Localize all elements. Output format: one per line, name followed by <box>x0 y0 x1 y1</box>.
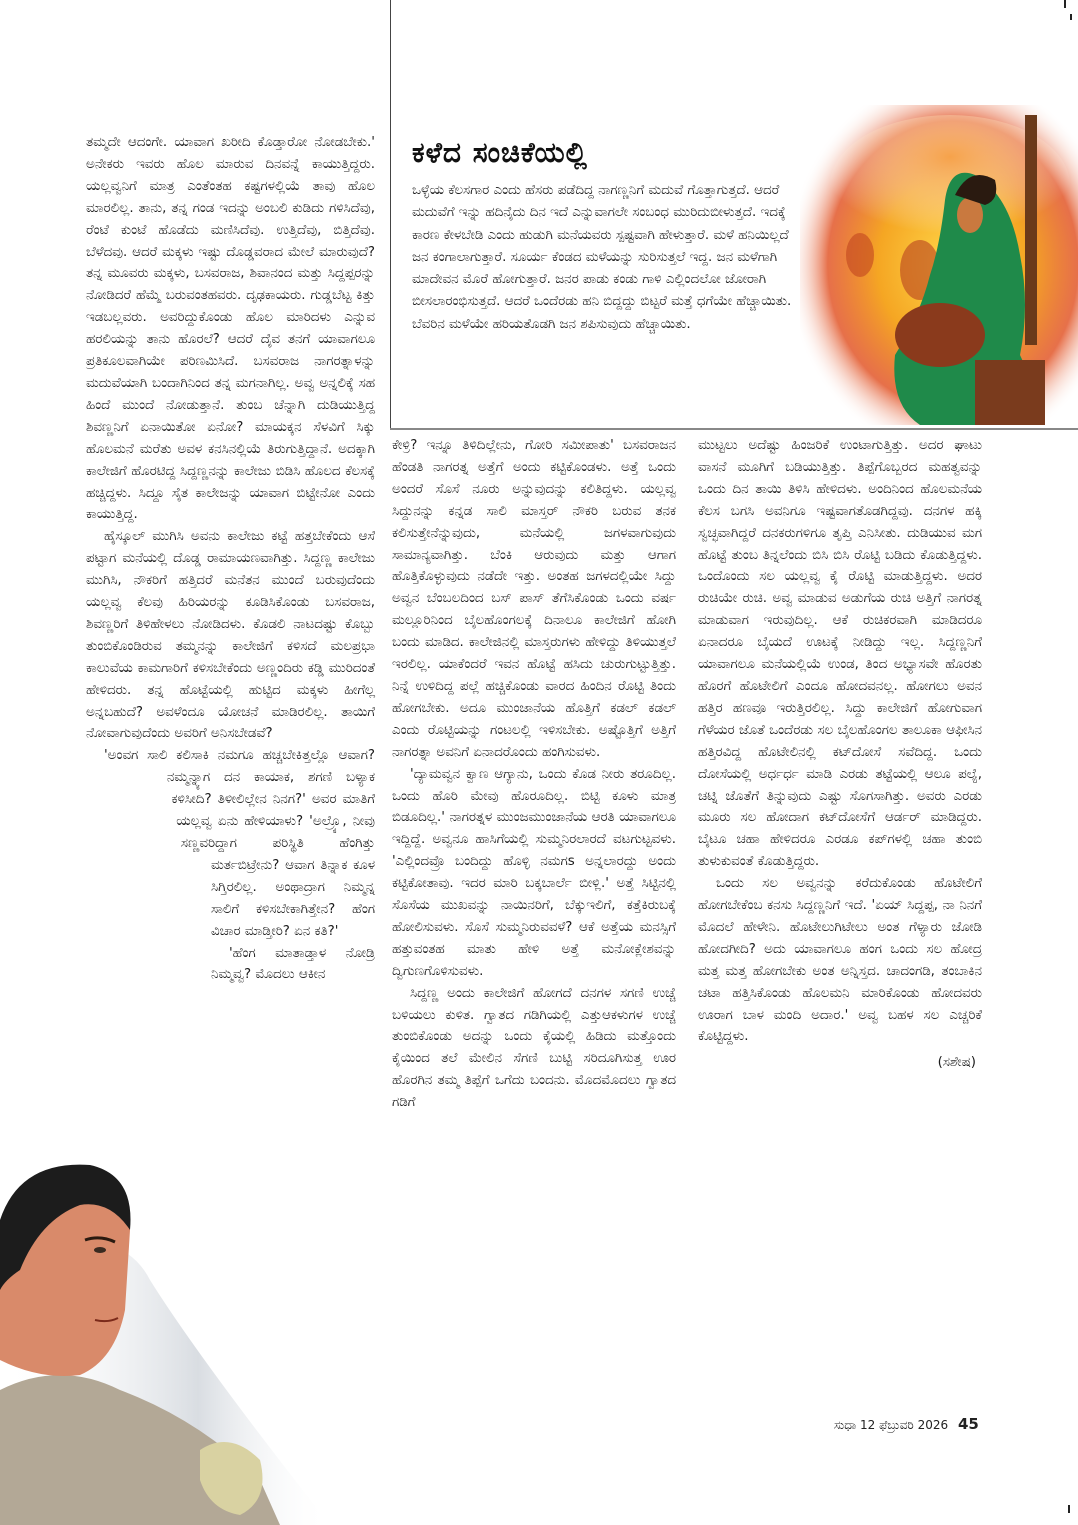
paragraph: ಹೈಸ್ಕೂಲ್ ಮುಗಿಸಿ ಅವನು ಕಾಲೇಜು ಕಟ್ಟೆ ಹತ್ತಬೇಕೆಂದು ಆಸೆ ಪಟ್ಟಾಗ ಮನೆಯಲ್ಲಿ ದೊಡ್ಡ ರಾಮಾಯಣವಾಗಿತ್ತು. ಸಿದ್ದಣ್ಣ ಕಾಲೇಜು ಮುಗಿಸಿ, ನೌಕರಿಗೆ ಹತ್ತಿದರೆ ಮನೆತನ ಮುಂದೆ ಬರುವುದೆಂದು ಯಲ್ಲವ್ವ ಕೆಲವು ಹಿರಿಯರನ್ನು ಕೂಡಿಸಿಕೊಂಡು ಬಸವರಾಜ, ಶಿವಣ್ಣರಿಗೆ ತಿಳಿಹೇಳಲು ನೋಡಿದಳು. ಕೊಡಲಿ ನಾಟದಷ್ಟು ಕೊಬ್ಬು ತುಂಬಿಕೊಂಡಿರುವ ತಮ್ಮನನ್ನು ಕಾಲೇಜಿಗೆ ಕಳಿಸದೆ ಮಲಪ್ರಭಾ ಕಾಲುವೆಯ ಕಾಮಗಾರಿಗೆ ಕಳಿಸಬೇಕೆಂದು ಅಣ್ಣಂದಿರು ಕಡ್ಡಿ ಮುರಿದಂತೆ ಹೇಳಿದರು. ತನ್ನ ಹೊಟ್ಟೆಯಲ್ಲಿ ಹುಟ್ಟಿದ ಮಕ್ಕಳು ಹೀಗೆಲ್ಲ ಅನ್ನಬಹುದೆ? ಅವಳೆಂದೂ ಯೋಚನೆ ಮಾಡಿರಲಿಲ್ಲ. ತಾಯಿಗೆ ನೋವಾಗುವುದೆಂದು ಅವರಿಗೆ ಅನಿಸಬೇಡವೆ? <box>86 529 375 742</box>
recap-summary <box>412 180 807 336</box>
paragraph: ಸಿದ್ದಣ್ಣ ಅಂದು ಕಾಲೇಜಿಗೆ ಹೋಗದೆ ದನಗಳ ಸಗಣಿ ಉಚ್ಚೆ ಬಳಿಯಲು ಕುಳಿತ. ಗ್ವಾತದ ಗಡಿಗಿಯಲ್ಲಿ ಎತ್ತುಆಕಳುಗಳ ಉಚ್ಚೆ ತುಂಬಿಕೊಂಡು ಅದನ್ನು ಒಂದು ಕೈಯಲ್ಲಿ ಹಿಡಿದು ಮತ್ತೊಂದು ಕೈಯಿಂದ ತಲೆ ಮೇಲಿನ ಸೆಗಣಿ ಬುಟ್ಟಿ ಸರಿದೂಗಿಸುತ್ತ ಊರ ಹೊರಗಿನ ತಮ್ಮ ತಿಪ್ಪೆಗೆ ಒಗೆದು ಬಂದನು. ಮೊದಮೊದಲು ಗ್ವಾತದ ಗಡಿಗೆ <box>392 985 676 1111</box>
illustration-woman-with-pot <box>800 105 1078 425</box>
crop-mark-bottom <box>1068 1505 1070 1513</box>
illustration-young-man <box>0 1160 330 1525</box>
paragraph: 'ದ್ಯಾಮವ್ವನ ಕ್ವಾಣ ಆಗ್ಯಾನು, ಒಂದು ಕೊಡ ನೀರು ತರೂದಿಲ್ಲ. ಒಂದು ಹೊರಿ ಮೇವು ಹೊರೂದಿಲ್ಲ. ಬಿಟ್ಟಿ ಕೂಳು ಮಾತ್ರ ಬಿಡೂದಿಲ್ಲ.' ನಾಗರತ್ನಳ ಮುಂಜಮುಂಜಾನೆಯ ಆರತಿ ಯಾವಾಗಲೂ ಇದ್ದಿದ್ದೆ. ಅವ್ವನೂ ಹಾಸಿಗೆಯಲ್ಲಿ ಸುಮ್ಮನಿರಲಾರದೆ ವಟಗುಟ್ಟವಳು. 'ಎಲ್ಲಿಂದವ್ರೊ ಬಂದಿದ್ದು ಹೊಳ್ಳಿ ನಮಗs ಅನ್ನಲಾರದ್ದು ಅಂದು ಕಟ್ಟಿಕೋತಾವು. ಇದರ ಮಾರಿ ಬಕ್ಕಬಾರ್ಲೆ ಬೀಳ್ಲಿ.' ಅತ್ತೆ ಸಿಟ್ಟಿನಲ್ಲಿ ಸೊಸೆಯ ಮುಖವನ್ನು ನಾಯಿನರಿಗೆ, ಬೆಕ್ಕುಇಲಿಗೆ, ಕತ್ತೆಕಿರುಬಕ್ಕೆ ಹೋಲಿಸುವಳು. ಸೊಸೆ ಸುಮ್ಮನಿರುವವಳೆ? ಆಕೆ ಅತ್ತೆಯ ಮನಸ್ಸಿಗೆ ಹತ್ತುವಂತಹ ಮಾತು ಹೇಳಿ ಅತ್ತೆ ಮನೋಕ್ಲೇಶವನ್ನು ದ್ವಿಗುಣಗೊಳಿಸುವಳು. <box>392 766 676 979</box>
continued-marker: (ಸಶೇಷ) <box>937 1055 976 1071</box>
paragraph: 'ಹೆಂಗ ಮಾತಾಡ್ತಾಳ ನೋಡ್ರಿ ನಿಮ್ಮವ್ವ? ಮೊದಲು ಆಕೀನ <box>211 945 375 983</box>
paragraph: ಕೇಳ್ರಿ? ಇನ್ನೂ ತಿಳಿದಿಲ್ಲೇನು, ಗೋರಿ ಸಮೀಪಾತು' ಬಸವರಾಜನ ಹೆಂಡತಿ ನಾಗರತ್ನ ಅತ್ತೆಗೆ ಅಂದು ಕಟ್ಟಿಕೊಂಡಳು. ಅತ್ತೆ ಒಂದು ಅಂದರೆ ಸೊಸೆ ನೂರು ಅನ್ನುವುದನ್ನು ಕಲಿತಿದ್ದಳು. ಯಲ್ಲವ್ವ ಸಿದ್ದುನನ್ನು ಕನ್ನಡ ಸಾಲಿ ಮಾಸ್ತರ್ ನೌಕರಿ ಬರುವ ತನಕ ಕಲಿಸುತ್ತೇನೆನ್ನುವುದು, ಮನೆಯಲ್ಲಿ ಜಗಳವಾಗುವುದು ಸಾಮಾನ್ಯವಾಗಿತ್ತು. ಬೆಂಕಿ ಆರುವುದು ಮತ್ತು ಆಗಾಗ ಹೊತ್ತಿಕೊಳ್ಳುವುದು ನಡೆದೇ ಇತ್ತು. ಅಂತಹ ಜಗಳದಲ್ಲಿಯೇ ಸಿದ್ದು ಅವ್ವನ ಬೆಂಬಲದಿಂದ ಬಸ್ ಪಾಸ್ ತೆಗೆಸಿಕೊಂಡು ಒಂದು ವರ್ಷ ಮಲ್ಲೂರಿನಿಂದ ಬೈಲಹೊಂಗಲಕ್ಕೆ ದಿನಾಲೂ ಕಾಲೇಜಿಗೆ ಹೋಗಿ ಬಂದು ಮಾಡಿದ. ಕಾಲೇಜಿನಲ್ಲಿ ಮಾಸ್ತರುಗಳು ಹೇಳಿದ್ದು ತಿಳಿಯುತ್ತಲೆ ಇರಲಿಲ್ಲ. ಯಾಕೆಂದರೆ ಇವನ ಹೊಟ್ಟೆ ಹಸಿದು ಚುರುಗುಟ್ಟುತ್ತಿತ್ತು. ನಿನ್ನೆ ಉಳಿದಿದ್ದ ಪಲ್ಲೆ ಹಚ್ಚಿಕೊಂಡು ವಾರದ ಹಿಂದಿನ ರೊಟ್ಟಿ ತಿಂದು ಹೋಗಬೇಕು. ಅದೂ ಮುಂಜಾನೆಯ ಹೊತ್ತಿಗೆ ಕಡಲ್ ಕಡಲ್ ಎಂದು ರೊಟ್ಟಿಯನ್ನು ಗಂಟಲಲ್ಲಿ ಇಳಿಸಬೇಕು. ಅಷ್ಟೊತ್ತಿಗೆ ಅತ್ತಿಗೆ ನಾಗರತ್ನಾ ಅವನಿಗೆ ಏನಾದರೊಂದು ಹಂಗಿಸುವಳು. <box>392 438 676 760</box>
recap-box-border-left <box>390 0 391 430</box>
recap-title: ಕಳೆದ ಸಂಚಿಕೆಯಲ್ಲಿ <box>412 136 588 169</box>
article-column-2 <box>392 435 676 1114</box>
article-column-1 <box>86 132 375 1041</box>
recap-paragraph: ಒಳ್ಳೆಯ ಕೆಲಸಗಾರ ಎಂದು ಹೆಸರು ಪಡೆದಿದ್ದ ನಾಗಣ್ಣನಿಗೆ ಮದುವೆ ಗೊತ್ತಾಗುತ್ತದೆ. ಆದರೆ ಮದುವೆಗೆ ಇನ್ನು ಹದಿನೈದು ದಿನ ಇದೆ ಎನ್ನುವಾಗಲೇ ಸಂಬಂಧ ಮುರಿದುಬೀಳುತ್ತದೆ. ಇದಕ್ಕೆ ಕಾರಣ ಕೇಳಬೇಡಿ ಎಂದು ಹುಡುಗಿ ಮನೆಯವರು ಸ್ಪಷ್ಟವಾಗಿ ಹೇಳುತ್ತಾರೆ. ಮಳೆ ಹನಿಯಿಲ್ಲದೆ ಜನ ಕಂಗಾಲಾಗುತ್ತಾರೆ. ಸೂರ್ಯ ಕೆಂಡದ ಮಳೆಯನ್ನು ಸುರಿಸುತ್ತಲೆ ಇದ್ದ. ಜನ ಮಳೆಗಾಗಿ ಮಾದೇವನ ಮೊರೆ ಹೋಗುತ್ತಾರೆ. ಜನರ ಪಾಡು ಕಂಡು ಗಾಳಿ ಎಲ್ಲಿಂದಲೋ ಜೋರಾಗಿ ಬೀಸಲಾರಂಭಿಸುತ್ತದೆ. ಆದರೆ ಒಂದೆರಡು ಹನಿ ಬಿದ್ದದ್ದು ಬಿಟ್ಟರೆ ಮತ್ತೆ ಧಗೆಯೇ ಹೆಚ್ಚಾಯಿತು. ಬೆವರಿನ ಮಳೆಯೇ ಹರಿಯತೊಡಗಿ ಜನ ಶಪಿಸುವುದು ಹೆಚ್ಚಾಯಿತು. <box>412 183 792 332</box>
recap-box-border-bottom <box>390 428 1078 430</box>
crop-mark-top-2 <box>1070 14 1072 20</box>
crop-mark-top <box>1064 0 1066 8</box>
page-number: 45 <box>957 1415 979 1433</box>
paragraph: 'ಅಂವಗ ಸಾಲಿ ಕಲಿಸಾಕಿ ನಮಗೂ ಹಚ್ಚಬೇಕಿತ್ತಲ್ಲೊ ಆವಾಗ? ನಮ್ಮನ್ನ್ಯಾಗ ದನ ಕಾಯಾಕ, ಶಗಣಿ ಬಳ್ಯಾಕ ಕಳಿಸೀದಿ? ತಿಳೀಲಿಲ್ಲೇನ ನಿನಗ?' ಅವರ ಮಾತಿಗೆ ಯಲ್ಲವ್ವ ಏನು ಹೇಳಿಯಾಳು? 'ಅಲ್ರ್ಯೊ, ನೀವು ಸಣ್ಣವರಿದ್ದಾಗ ಪರಿಸ್ಥಿತಿ ಹೆಂಗಿತ್ತು ಮರ್ತಬಿಟ್ರೇನು? ಆವಾಗ ತಿನ್ನಾಕ ಕೂಳ ಸಿಗ್ತಿರಲಿಲ್ಲ. ಅಂಥಾದ್ರಾಗ ನಿಮ್ಮನ್ನ ಸಾಲಿಗೆ ಕಳಿಸಬೇಕಾಗಿತ್ತೇನ? ಹೆಂಗ ವಿಚಾರ ಮಾಡ್ತೀರಿ? ಏನ ಕತಿ?' <box>104 748 375 939</box>
magazine-issue: ಸುಧಾ 12 ಫೆಬ್ರುವರಿ 2026 <box>834 1418 949 1432</box>
paragraph: ಮುಟ್ಟಲು ಅದೆಷ್ಟು ಹಿಂಜರಿಕೆ ಉಂಟಾಗುತ್ತಿತ್ತು. ಅದರ ಘಾಟು ವಾಸನೆ ಮೂಗಿಗೆ ಬಡಿಯುತ್ತಿತ್ತು. ತಿಪ್ಪೆಗೊಬ್ಬರದ ಮಹತ್ವವನ್ನು ಒಂದು ದಿನ ತಾಯಿ ತಿಳಿಸಿ ಹೇಳಿದಳು. ಅಂದಿನಿಂದ ಹೊಲಮನೆಯ ಕೆಲಸ ಬಗಸಿ ಅವನಿಗೂ ಇಷ್ಟವಾಗತೊಡಗಿದ್ದವು. ದನಗಳ ಹಕ್ಕಿ ಸ್ವಚ್ಛವಾಗಿದ್ದರೆ ದನಕರುಗಳಿಗೂ ತೃಪ್ತಿ ಎನಿಸೀತು. ದುಡಿಯುವ ಮಗ ಹೊಟ್ಟೆ ತುಂಬ ತಿನ್ನಲೆಂದು ಬಿಸಿ ಬಿಸಿ ರೊಟ್ಟಿ ಬಡಿದು ಕೊಡುತ್ತಿದ್ದಳು. ಒಂದೊಂದು ಸಲ ಯಲ್ಲವ್ವ ಕೈ ರೊಟ್ಟಿ ಮಾಡುತ್ತಿದ್ದಳು. ಅದರ ರುಚಿಯೇ ರುಚಿ. ಅವ್ವ ಮಾಡುವ ಅಡುಗೆಯ ರುಚಿ ಅತ್ತಿಗೆ ನಾಗರತ್ನ ಮಾಡುವಾಗ ಇರುವುದಿಲ್ಲ. ಆಕೆ ರುಚಿಕರವಾಗಿ ಮಾಡಿದರೂ ಏನಾದರೂ ಬೈಯದೆ ಊಟಕ್ಕೆ ನೀಡಿದ್ದು ಇಲ್ಲ. ಸಿದ್ದಣ್ಣನಿಗೆ ಯಾವಾಗಲೂ ಮನೆಯಲ್ಲಿಯೆ ಉಂಡ, ತಿಂದ ಅಭ್ಯಾಸವೇ ಹೊರತು ಹೊರಗೆ ಹೊಟೇಲಿಗೆ ಎಂದೂ ಹೋದವನಲ್ಲ. ಹೋಗಲು ಅವನ ಹತ್ತಿರ ಹಣವೂ ಇರುತ್ತಿರಲಿಲ್ಲ. ಸಿದ್ದು ಕಾಲೇಜಿಗೆ ಹೋಗುವಾಗ ಗೆಳೆಯರ ಜೊತೆ ಒಂದೆರಡು ಸಲ ಬೈಲಹೊಂಗಲ ತಾಲೂಕಾ ಆಫೀಸಿನ ಹತ್ತಿರವಿದ್ದ ಹೊಟೇಲಿನಲ್ಲಿ ಕಟ್‌ದೋಸೆ ಸವೆದಿದ್ದ. ಒಂದು ದೋಸೆಯಲ್ಲಿ ಅರ್ಧರ್ಧ ಮಾಡಿ ಎರಡು ತಟ್ಟೆಯಲ್ಲಿ ಆಲೂ ಪಲ್ಯೆ, ಚಟ್ನಿ ಜೊತೆಗೆ ತಿನ್ನುವುದು ಎಷ್ಟು ಸೊಗಸಾಗಿತ್ತು. ಅವರು ಎರಡು ಮೂರು ಸಲ ಹೋದಾಗ ಕಟ್‌ದೋಸೆಗೆ ಆರ್ಡರ್ ಮಾಡಿದ್ದರು. ಬೈಟೂ ಚಹಾ ಹೇಳಿದರೂ ಎರಡೂ ಕಪ್‌ಗಳಲ್ಲಿ ಚಹಾ ತುಂಬಿ ತುಳುಕುವಂತೆ ಕೊಡುತ್ತಿದ್ದರು. <box>698 438 982 870</box>
page-footer <box>834 1415 979 1433</box>
paragraph: ತಮ್ಮದೇ ಆದಂಗೇ. ಯಾವಾಗ ಖರೀದಿ ಕೊಡ್ತಾರೋ ನೋಡಬೇಕು.' ಅನೇಕರು ಇವರು ಹೊಲ ಮಾರುವ ದಿನವನ್ನೆ ಕಾಯುತ್ತಿದ್ದರು. ಯಲ್ಲವ್ವನಿಗೆ ಮಾತ್ರ ಎಂತೆಂತಹ ಕಷ್ಟಗಳಲ್ಲಿಯೆ ತಾವು ಹೊಲ ಮಾರಲಿಲ್ಲ. ತಾನು, ತನ್ನ ಗಂಡ ಇದನ್ನು ಅಂಬಲಿ ಕುಡಿದು ಗಳಿಸಿದೆವು, ರೆಂಟೆ ಕುಂಟೆ ಹೊಡೆದು ಮಣಿಸಿದೆವು. ಉತ್ತಿದೆವು, ಬಿತ್ತಿದೆವು. ಬೆಳೆದವು. ಆದರೆ ಮಕ್ಕಳು ಇಷ್ಟು ದೊಡ್ಡವರಾದ ಮೇಲೆ ಮಾರುವುದೆ? ತನ್ನ ಮೂವರು ಮಕ್ಕಳು, ಬಸವರಾಜ, ಶಿವಾನಂದ ಮತ್ತು ಸಿದ್ದಪ್ಪರನ್ನು ನೋಡಿದರೆ ಹೆಮ್ಮೆ ಬರುವಂತಹವರು. ದೃಢಕಾಯರು. ಗುಡ್ಡಬೆಟ್ಟ ಕಿತ್ತು ಇಡಬಲ್ಲವರು. ಅವರಿದ್ದುಕೊಂಡು ಹೊಲ ಮಾರಿದಳು ಎನ್ನುವ ಹರಲಿಯನ್ನು ತಾನು ಹೊರಲೆ? ಆದರೆ ದೈವ ತನಗೆ ಯಾವಾಗಲೂ ಪ್ರತಿಕೂಲವಾಗಿಯೇ ಪರಿಣಮಿಸಿದೆ. ಬಸವರಾಜ ನಾಗರತ್ನಾಳನ್ನು ಮದುವೆಯಾಗಿ ಬಂದಾಗಿನಿಂದ ತನ್ನ ಮಗನಾಗಿಲ್ಲ. ಅವ್ವ ಅನ್ನಲಿಕ್ಕೆ ಸಹ ಹಿಂದೆ ಮುಂದೆ ನೋಡುತ್ತಾನೆ. ತುಂಬ ಚೆನ್ನಾಗಿ ದುಡಿಯುತ್ತಿದ್ದ ಶಿವಣ್ಣನಿಗೆ ಏನಾಯಿತೋ ಏನೋ? ಮಾಯಕ್ಕನ ಸೆಳವಿಗೆ ಸಿಕ್ಕು ಹೊಲಮನೆ ಮರೆತು ಅವಳ ಕನಸಿನಲ್ಲಿಯೆ ತಿರುಗುತ್ತಿದ್ದಾನೆ. ಅದಕ್ಕಾಗಿ ಕಾಲೇಜಿಗೆ ಹೊರಟಿದ್ದ ಸಿದ್ದಣ್ಣನನ್ನು ಕಾಲೇಜು ಬಿಡಿಸಿ ಹೊಲದ ಕೆಲಸಕ್ಕೆ ಹಚ್ಚಿದ್ದಳು. ಸಿದ್ದೂ ಸೈತ ಕಾಲೇಜನ್ನು ಯಾವಾಗ ಬಿಟ್ಟೇನೋ ಎಂದು ಕಾಯುತ್ತಿದ್ದ. <box>86 135 375 523</box>
paragraph: ಒಂದು ಸಲ ಅವ್ವನನ್ನು ಕರೆದುಕೊಂಡು ಹೊಟೇಲಿಗೆ ಹೋಗಬೇಕೆಂಬ ಕನಸು ಸಿದ್ದಣ್ಣನಿಗೆ ಇದೆ. 'ಏಯ್ ಸಿದ್ದಪ್ಪ, ನಾ ನಿನಗೆ ಮೊದಲೆ ಹೇಳೇನಿ. ಹೊಟೇಲುಗಿಟೇಲು ಅಂತ ಗೆಳ್ಯಾರು ಜೋಡಿ ಹೋದಗೀದಿ? ಅದು ಯಾವಾಗಲೂ ಹಂಗ ಒಂದು ಸಲ ಹೋದ್ರ ಮತ್ತ ಮತ್ತ ಹೋಗಬೇಕು ಅಂತ ಅನ್ನಿಸ್ತದ. ಚಾದಂಗಡಿ, ತಂಬಾಕಿನ ಚಟಾ ಹತ್ತಿಸಿಕೊಂಡು ಹೊಲಮನಿ ಮಾರಿಕೊಂಡು ಹೋದವರು ಊರಾಗ ಬಾಳ ಮಂದಿ ಅದಾರ.' ಅವ್ವ ಬಹಳ ಸಲ ಎಚ್ಚರಿಕೆ ಕೊಟ್ಟಿದ್ದಳು. <box>698 876 982 1045</box>
article-column-3 <box>698 435 982 1074</box>
